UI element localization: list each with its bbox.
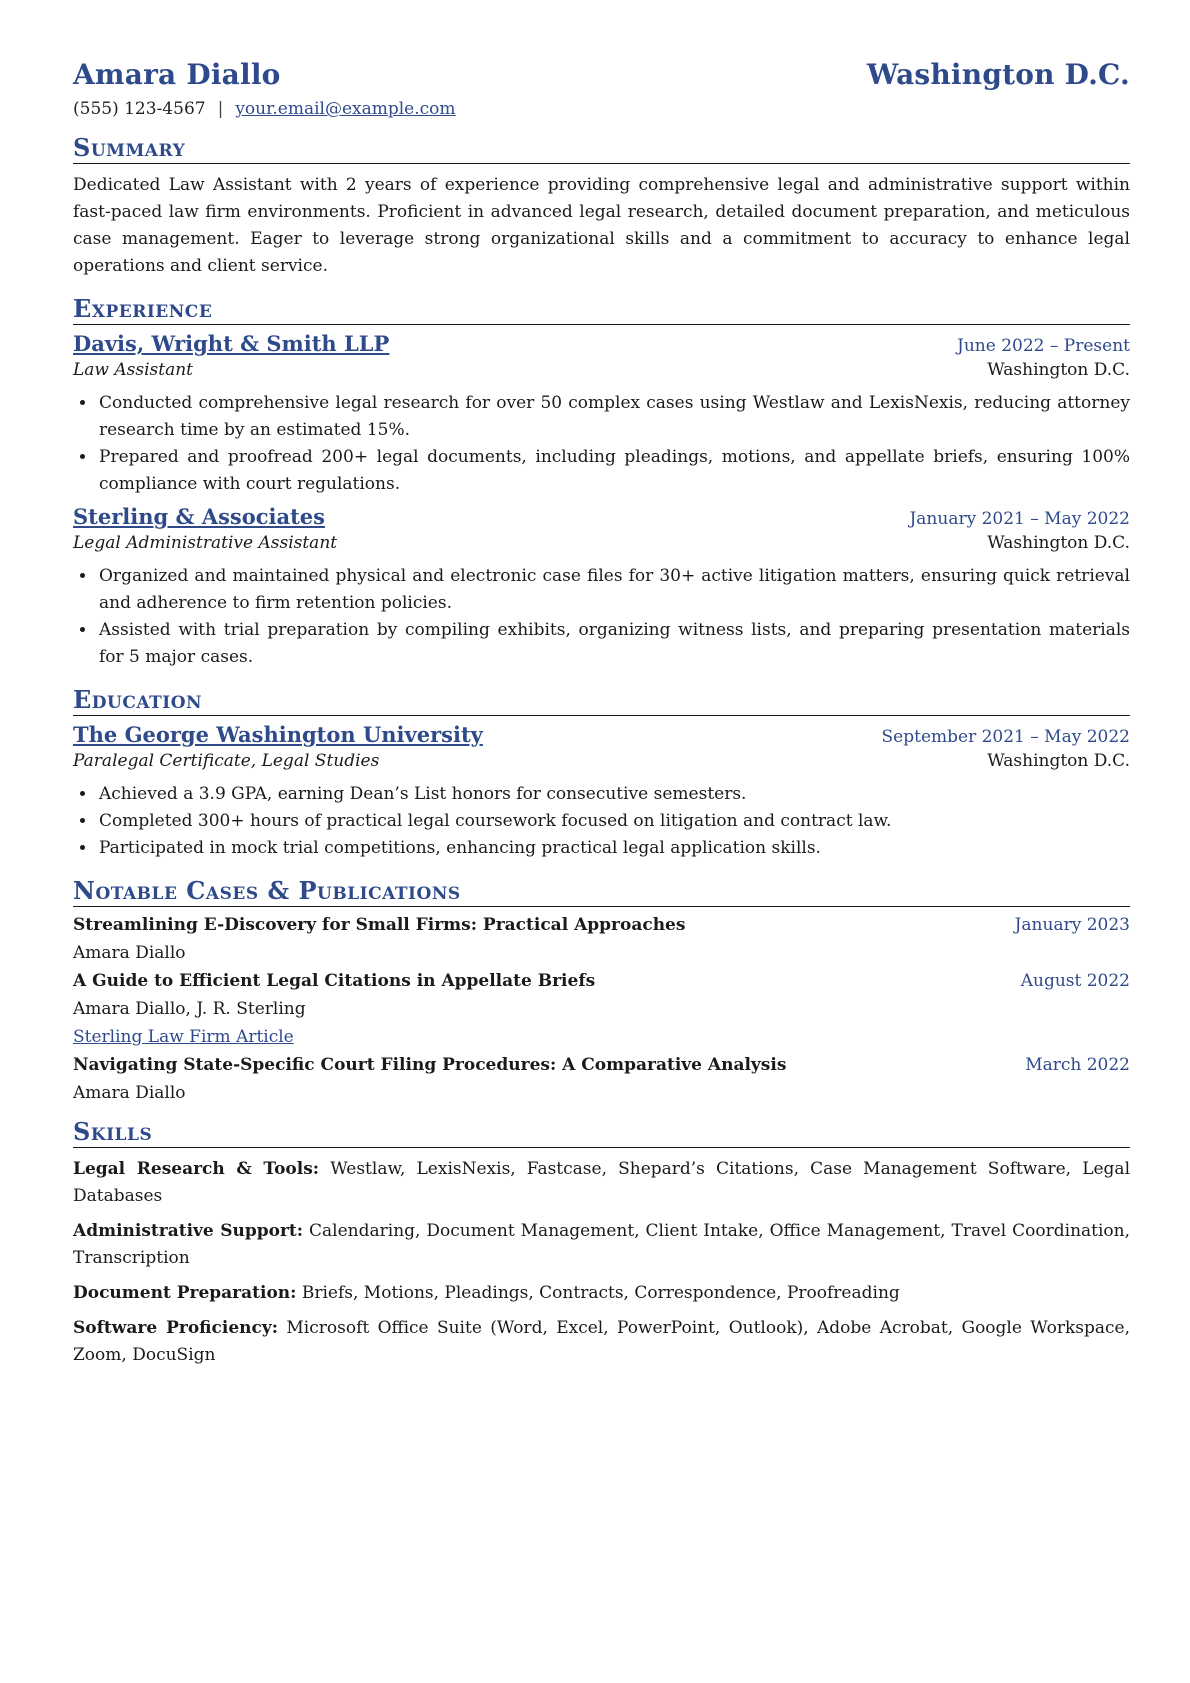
email-link[interactable]: your.email@example.com <box>235 99 456 119</box>
education-entry <box>73 722 1130 862</box>
entry-role: Legal Administrative Assistant <box>73 533 338 553</box>
publication-link[interactable]: Sterling Law Firm Article <box>73 1027 294 1047</box>
entry-role: Law Assistant <box>73 360 194 380</box>
skill-row <box>73 1218 1130 1272</box>
entry-dates: June 2022 – Present <box>957 336 1130 356</box>
publication-item <box>73 915 1130 963</box>
entry-degree: Paralegal Certificate, Legal Studies <box>73 751 380 771</box>
school-link[interactable]: The George Washington University <box>73 722 483 747</box>
skill-value: Westlaw, LexisNexis, Fastcase, Shepard’s Citations, Case Management Software, Legal Databases <box>73 1159 1131 1206</box>
org-link[interactable]: Davis, Wright & Smith LLP <box>73 331 390 356</box>
publication-item <box>73 1055 1130 1103</box>
skill-label: Software Proficiency: <box>73 1318 279 1338</box>
skill-value: Calendaring, Document Management, Client Intake, Office Management, Travel Coordination, Transcription <box>73 1221 1131 1268</box>
entry-location: Washington D.C. <box>987 360 1130 380</box>
experience-entry <box>73 331 1130 498</box>
section-title-skills: Skills <box>73 1119 1130 1148</box>
section-title-experience: Experience <box>73 296 1130 325</box>
org-link[interactable]: Sterling & Associates <box>73 504 325 529</box>
phone-number: (555) 123-4567 <box>73 99 206 119</box>
contact-line <box>73 99 1130 119</box>
skill-row <box>73 1315 1130 1369</box>
experience-entry <box>73 504 1130 671</box>
publication-authors: Amara Diallo <box>73 1083 186 1103</box>
resume-content <box>73 58 1130 1369</box>
bullet-item: • Assisted with trial preparation by compiling exhibits, organizing witness lists, and preparing presentation materials for 5 major cases. <box>97 617 1130 671</box>
publication-date: March 2022 <box>1025 1055 1130 1075</box>
summary-text: Dedicated Law Assistant with 2 years of experience providing comprehensive legal and administrative support within fast-paced law firm environments. Proficient in advanced legal research, detailed document preparation, and meticulous case management. Eager to leverage strong organizational skills and a commitment to accuracy to enhance legal operations and client service. <box>73 175 1130 276</box>
entry-dates: January 2021 – May 2022 <box>909 509 1130 529</box>
bullet-item: • Completed 300+ hours of practical legal coursework focused on litigation and contract law. <box>97 808 1130 835</box>
entry-location: Washington D.C. <box>987 533 1130 553</box>
publication-title: A Guide to Efficient Legal Citations in Appellate Briefs <box>73 971 596 991</box>
skill-label: Legal Research & Tools: <box>73 1159 320 1179</box>
publication-date: August 2022 <box>1020 971 1130 991</box>
publication-authors: Amara Diallo <box>73 943 186 963</box>
bullet-item: • Organized and maintained physical and electronic case files for 30+ active litigation matters, ensuring quick retrieval and adherence to firm retention policies. <box>97 563 1130 617</box>
section-title-education: Education <box>73 687 1130 716</box>
bullet-item: • Conducted comprehensive legal research for over 50 complex cases using Westlaw and LexisNexis, reducing attorney research time by an estimated 15%. <box>97 390 1130 444</box>
bullet-item: • Achieved a 3.9 GPA, earning Dean’s List honors for consecutive semesters. <box>97 781 1130 808</box>
bullet-list <box>73 563 1130 671</box>
entry-location: Washington D.C. <box>987 751 1130 771</box>
publication-authors: Amara Diallo, J. R. Sterling <box>73 999 306 1019</box>
contact-separator: | <box>217 99 224 119</box>
skill-row <box>73 1280 1130 1307</box>
candidate-name: Amara Diallo <box>73 58 281 91</box>
bullet-item: • Participated in mock trial competitions, enhancing practical legal application skills. <box>97 835 1130 862</box>
bullet-item: • Prepared and proofread 200+ legal documents, including pleadings, motions, and appellate briefs, ensuring 100% compliance with court regulations. <box>97 444 1130 498</box>
publication-item <box>73 971 1130 1047</box>
skill-label: Document Preparation: <box>73 1283 297 1303</box>
skill-row <box>73 1156 1130 1210</box>
skill-value: Briefs, Motions, Pleadings, Contracts, Correspondence, Proofreading <box>301 1283 900 1303</box>
skill-label: Administrative Support: <box>73 1221 304 1241</box>
publication-title: Streamlining E-Discovery for Small Firms: Practical Approaches <box>73 915 686 935</box>
skill-value: Microsoft Office Suite (Word, Excel, PowerPoint, Outlook), Adobe Acrobat, Google Workspace, Zoom, DocuSign <box>73 1318 1130 1365</box>
header <box>73 58 1130 91</box>
section-title-summary: Summary <box>73 135 1130 164</box>
publication-date: January 2023 <box>1014 915 1130 935</box>
section-title-publications: Notable Cases & Publications <box>73 878 1130 907</box>
publication-title: Navigating State-Specific Court Filing Procedures: A Comparative Analysis <box>73 1055 787 1075</box>
bullet-list <box>73 390 1130 498</box>
entry-dates: September 2021 – May 2022 <box>881 727 1130 747</box>
header-location: Washington D.C. <box>866 58 1130 91</box>
bullet-list <box>73 781 1130 862</box>
